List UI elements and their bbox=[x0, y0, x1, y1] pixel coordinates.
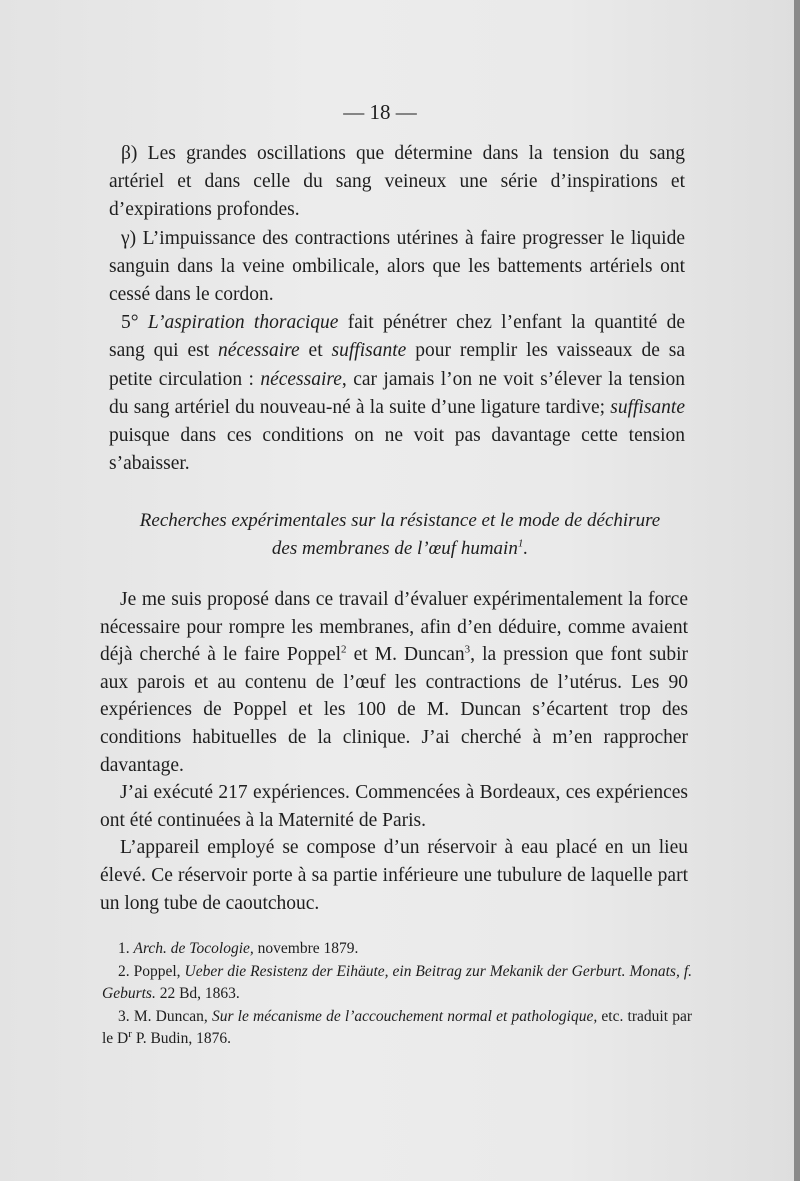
section-paragraph-2: J’ai exécuté 217 expériences. Commencées à Bordeaux, ces expériences ont été continuées à la Maternité de Paris. bbox=[100, 782, 688, 831]
paragraph-beta-text: Les grandes oscillations que détermine dans la tension du sang artériel et dans celle du sang veineux une série d’inspirations et d’expirations profondes. bbox=[109, 143, 685, 221]
text-run: , la pression que font subir aux parois et au contenu de l’œuf les contractions de l’utérus. Les 90 expériences de Poppel et les 100 de M. Duncan s’écartent trop des conditions habituelles de la clinique. J’ai cherché à m’en rapprocher davantage. bbox=[100, 644, 688, 776]
section-text bbox=[100, 586, 688, 917]
page-edge-shadow bbox=[794, 0, 800, 1181]
italic-term: nécessaire bbox=[218, 340, 300, 362]
paragraph-five-number: 5° bbox=[121, 312, 148, 334]
text-run: et bbox=[299, 340, 332, 362]
footnotes bbox=[102, 938, 692, 1051]
text-run: pour remplir les vaisseaux de sa petite circulation : bbox=[109, 340, 685, 390]
text-run: Je me suis proposé dans ce travail d’évaluer expérimentalement la force nécessaire pour rompre les membranes, afin d’en déduire, comme avaient déjà cherché à le faire Poppel bbox=[100, 589, 688, 666]
footnote-title: Sur le mécanisme de l’accouchement normal et pathologique, bbox=[211, 1007, 598, 1025]
footnote-ref-3[interactable]: 3 bbox=[464, 643, 471, 656]
text-run: fait pénétrer chez l’enfant la quantité de sang qui est bbox=[109, 312, 685, 362]
text-run: novembre 1879. bbox=[253, 940, 359, 957]
footnote-ref-2[interactable]: 2 bbox=[341, 643, 347, 656]
section-heading-line-2: des membranes de l’œuf humain bbox=[271, 538, 518, 559]
text-run: et M. Duncan bbox=[346, 644, 465, 666]
list-marker-beta: β) bbox=[121, 143, 138, 164]
text-run: Poppel, bbox=[133, 962, 185, 980]
footnote-number: 3. bbox=[118, 1007, 134, 1025]
italic-term: suffisante bbox=[331, 340, 407, 362]
body-text bbox=[109, 140, 685, 478]
section-paragraph-1 bbox=[100, 586, 688, 779]
footnote-ref-1[interactable]: 1 bbox=[517, 537, 524, 550]
section-heading bbox=[100, 507, 700, 563]
paragraph-gamma-text: L’impuissance des contractions utérines à faire progresser le liquide sanguin dans la veine ombilicale, alors que les battements artériels ont cessé dans le cordon. bbox=[109, 227, 685, 306]
text-run: puisque dans ces conditions on ne voit pas davantage cette tension s’abaisser. bbox=[109, 425, 685, 475]
italic-term: suffisante bbox=[610, 396, 685, 418]
footnote-title: Ueber die Resistenz der Eihäute, ein Beitrag zur Mekanik der Gerburt. Monats, f. Geburts. bbox=[102, 962, 693, 1002]
paragraph-gamma bbox=[109, 225, 685, 310]
section-heading-line-2-wrap bbox=[100, 535, 700, 563]
footnote-title: Arch. de Tocologie, bbox=[133, 940, 254, 957]
footnote-number: 1. bbox=[118, 940, 134, 957]
text-run: 22 Bd, 1863. bbox=[155, 985, 240, 1002]
section-heading-line-1: Recherches expérimentales sur la résistance et le mode de déchirure bbox=[139, 510, 661, 531]
paragraph-beta bbox=[109, 140, 685, 225]
text-run: etc. traduit par le D bbox=[102, 1007, 692, 1047]
paragraph-five bbox=[109, 309, 685, 478]
italic-term: nécessaire bbox=[260, 368, 342, 390]
footnote-2 bbox=[102, 961, 692, 1006]
footnote-1 bbox=[102, 938, 692, 961]
text-run: P. Budin, 1876. bbox=[131, 1030, 231, 1047]
page-number: — 18 — bbox=[343, 100, 417, 124]
text-run: M. Duncan, bbox=[133, 1007, 212, 1025]
italic-term: L’aspiration thoracique bbox=[147, 312, 339, 334]
footnote-3 bbox=[102, 1006, 692, 1051]
superscript: r bbox=[128, 1027, 132, 1040]
section-paragraph-3: L’appareil employé se compose d’un réservoir à eau placé en un lieu élevé. Ce réservoir porte à sa partie inférieure une tubulure de laquelle part un long tube de caoutchouc. bbox=[100, 837, 688, 914]
text-run: , car jamais l’on ne voit s’élever la tension du sang artériel du nouveau-né à la suite d’une ligature tardive; bbox=[109, 368, 685, 418]
list-marker-gamma: γ) bbox=[121, 227, 137, 249]
section-heading-end: . bbox=[523, 538, 529, 559]
footnote-number: 2. bbox=[118, 962, 134, 980]
